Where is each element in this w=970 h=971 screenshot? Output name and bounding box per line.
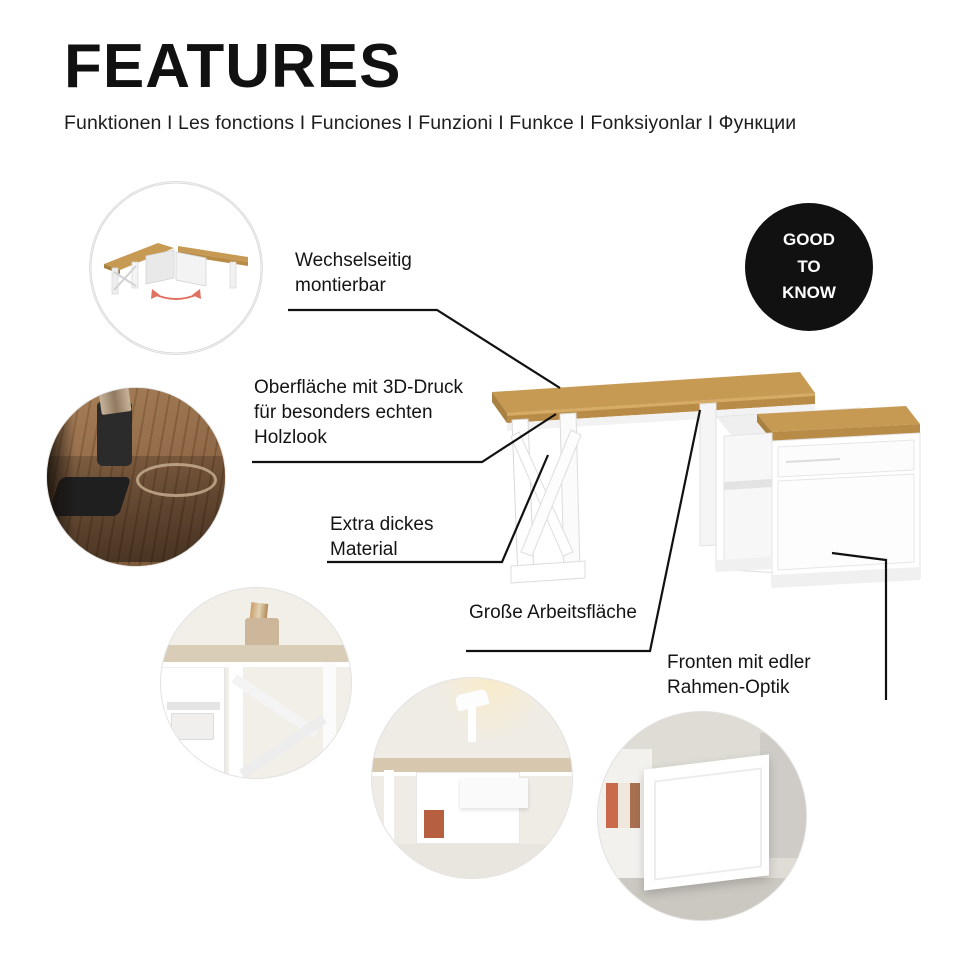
bubble-desk-detail-photo bbox=[161, 588, 351, 778]
desk-graphic bbox=[492, 372, 920, 588]
bubble-corner-desk-diagram bbox=[90, 182, 262, 354]
bubble-wood-texture-photo bbox=[47, 388, 225, 566]
header bbox=[64, 32, 924, 135]
good-to-know-badge bbox=[745, 203, 873, 331]
badge-line-2: TO bbox=[797, 256, 821, 276]
page-title: FEATURES bbox=[64, 32, 402, 101]
callout-surface-3d-print: Oberfläche mit 3D-Druck für besonders echten Holzlook bbox=[254, 377, 464, 449]
badge-line-1: GOOD bbox=[783, 230, 835, 250]
callout-framed-fronts: Fronten mit edler Rahmen-Optik bbox=[667, 652, 811, 699]
callout-reversible: Wechselseitig montierbar bbox=[295, 250, 412, 297]
bubble-room-scene-photo bbox=[372, 678, 572, 878]
badge-line-3: KNOW bbox=[782, 283, 836, 303]
corner-desk-diagram-icon bbox=[90, 182, 262, 354]
bubble-front-detail-photo bbox=[598, 712, 806, 920]
page-subtitle: Funktionen I Les fonctions I Funciones I Funzioni I Funkce I Fonksiyonlar I Функции bbox=[64, 112, 797, 134]
callout-thick-material: Extra dickes Material bbox=[330, 514, 434, 561]
callout-large-worktop: Große Arbeitsfläche bbox=[469, 602, 637, 623]
